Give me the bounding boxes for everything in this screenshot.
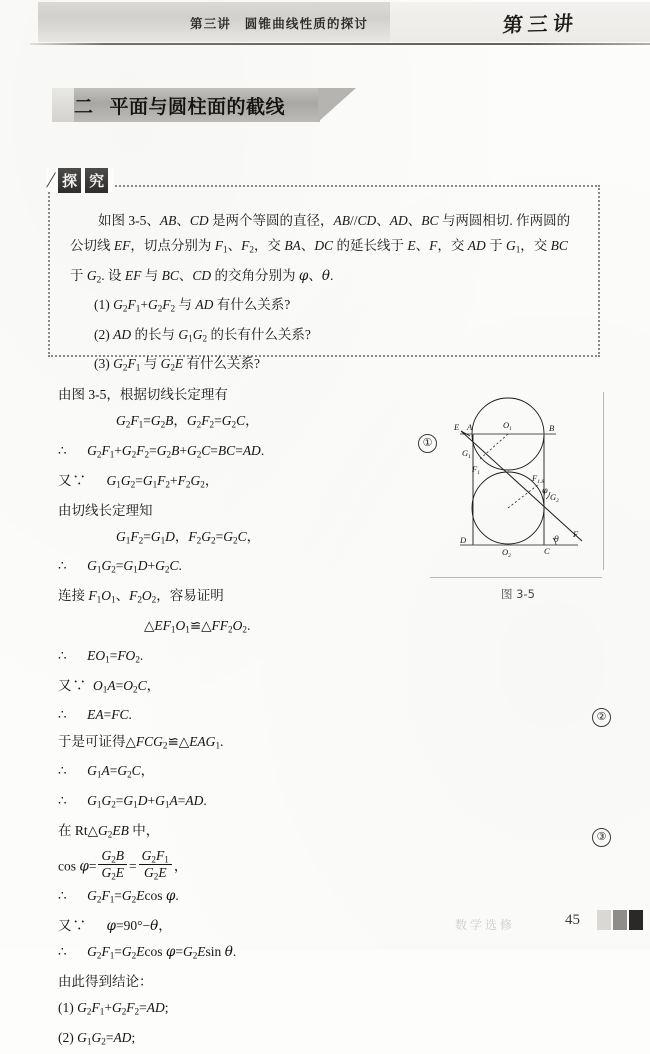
footer-color-blocks xyxy=(597,910,643,930)
label-B: B xyxy=(549,423,555,433)
page-header xyxy=(0,0,650,48)
equation-marker-1: ① xyxy=(418,434,437,453)
proof-line-10: ∴ $EO_1=FO_2$. xyxy=(58,647,144,665)
footer-watermark: 数学选修 xyxy=(455,918,516,932)
explore-tag-char-1: 探 xyxy=(58,168,81,193)
proof-line-8: 连接 $F_1O_1$、$F_2O_2$，容易证明 xyxy=(58,588,224,605)
proof-line-16: 在 $Rt\triangle G_2EB$ 中， xyxy=(58,822,160,840)
explore-question-3: (3) $G_2F_1$ 与 $G_2E$ 有什么关系? xyxy=(94,356,261,373)
label-phi: φ xyxy=(542,486,548,495)
slash-decoration: / xyxy=(45,167,58,192)
figure-frame-vertical xyxy=(603,392,604,570)
figure-3-5 xyxy=(432,394,604,574)
proof-line-6: $G_1F_2=G_1D$，$F_2G_2=G_2C$， xyxy=(116,528,261,546)
proof-line-14: ∴ $G_1A=G_2C$， xyxy=(58,763,155,780)
proof-line-3: ∴ $G_2F_1+G_2F_2=G_2B+G_2C=BC=AD$. xyxy=(58,442,265,460)
label-F: F xyxy=(573,529,579,539)
proof-line-5: 由切线长定理知 xyxy=(58,502,153,518)
running-head-title: 第三讲 圆锥曲线性质的探讨 xyxy=(190,16,369,31)
proof-line-7: ∴ $G_1G_2=G_1D+G_2C$. xyxy=(58,558,182,576)
section-number: 二 xyxy=(74,96,94,118)
footer-block-dark xyxy=(629,910,643,930)
chapter-brush-title: 第三讲 xyxy=(501,11,579,37)
section-heading-text xyxy=(74,92,285,119)
label-A: A xyxy=(467,422,473,432)
banner-tail-wedge xyxy=(318,88,356,122)
banner-notch xyxy=(52,88,74,122)
proof-conclusion-2: (2) $G_1G_2=AD$; xyxy=(58,1029,136,1047)
proof-line-17: cos φ= $\frac{G_2B}{G_2E}$ = $\frac{G_2F_1}{G_2E}$ ， xyxy=(58,847,188,882)
section-title: 平面与圆柱面的截线 xyxy=(109,96,286,118)
label-theta: θ xyxy=(554,535,559,544)
label-E: E xyxy=(454,422,460,432)
label-F1: $F_1$ xyxy=(472,464,480,476)
label-O2: $O_2$ xyxy=(502,547,511,559)
figure-drawing xyxy=(432,394,604,574)
equation-marker-2: ② xyxy=(592,708,611,727)
proof-line-11: 又∵ $O_1A=O_2C$， xyxy=(58,677,161,695)
proof-conclusion-1: (1) $G_2F_1+G_2F_2=AD$; xyxy=(58,999,169,1017)
proof-line-4: 又∵ $G_1G_2=G_1F_2+F_2G_2$， xyxy=(58,472,219,490)
proof-line-20: ∴ $G_2F_1=G_2Ecos$ $\varphi=G_2Esin$ θ. xyxy=(58,943,237,961)
proof-line-1: 由图 3-5，根据切线长定理有 xyxy=(58,387,228,402)
explore-question-2: (2) AD 的长与 $G_1G_2$ 的长有什么关系? xyxy=(94,326,311,344)
radius-O1-F1 xyxy=(480,434,508,459)
figure-frame-horizontal xyxy=(430,577,602,578)
label-G1: $G_1$ xyxy=(462,448,471,460)
proof-line-2: $G_2F_1=G_2B$，$G_2F_2=G_2C$， xyxy=(116,413,259,430)
explore-question-list xyxy=(70,292,580,381)
figure-caption: 图 3-5 xyxy=(501,587,535,601)
proof-line-13: 于是可证得$\triangle FCG_2≌\triangle EAG_1$. xyxy=(58,733,224,751)
footer-block-light xyxy=(597,910,611,930)
explore-tag xyxy=(46,168,114,192)
proof-line-19: 又∵ φ=90°−θ， xyxy=(58,917,172,934)
page-number: 45 xyxy=(565,912,580,928)
proof-line-15: ∴ $G_1G_2=G_1D+G_1A=AD$. xyxy=(58,793,207,810)
proof-line-9: $\triangle EF_1O_1≌\triangle FF_2O_2$. xyxy=(144,618,251,635)
section-heading-banner xyxy=(52,88,352,122)
label-O1: $O_1$ xyxy=(503,420,512,432)
explore-tag-char-2: 究 xyxy=(85,168,108,193)
proof-body xyxy=(58,382,418,1054)
footer-block-mid xyxy=(613,910,627,930)
explore-question-1: (1) $G_2F_1+G_2F_2$ 与 AD 有什么关系? xyxy=(94,297,291,314)
explore-body xyxy=(70,208,580,381)
label-G2: $G_2$ xyxy=(550,492,559,504)
label-F2: $F_{1.8}$ xyxy=(532,473,545,485)
header-rule xyxy=(30,43,650,45)
proof-line-12: ∴ EA=FC. xyxy=(58,707,132,723)
proof-conclusion-header: 由此得到结论： xyxy=(58,973,153,989)
proof-line-18: ∴ $G_2F_1=G_2Ecos$ φ. xyxy=(58,887,179,905)
label-D: D xyxy=(460,535,467,545)
explore-paragraph: 如图 3-5、AB、CD 是两个等圆的直径，AB//CD、AD、BC 与两圆相切. 作两圆的公切线 EF，切点分别为 $F_1$、$F_2$，交 BA、DC 的延长线于 E、F，交 AD 于 $G_1$，交 BC 于 $G_2$. 设 EF 与 BC、CD 的交角分别为 φ、θ. xyxy=(70,213,571,285)
equation-marker-3: ③ xyxy=(592,828,611,847)
label-C: C xyxy=(544,546,550,556)
